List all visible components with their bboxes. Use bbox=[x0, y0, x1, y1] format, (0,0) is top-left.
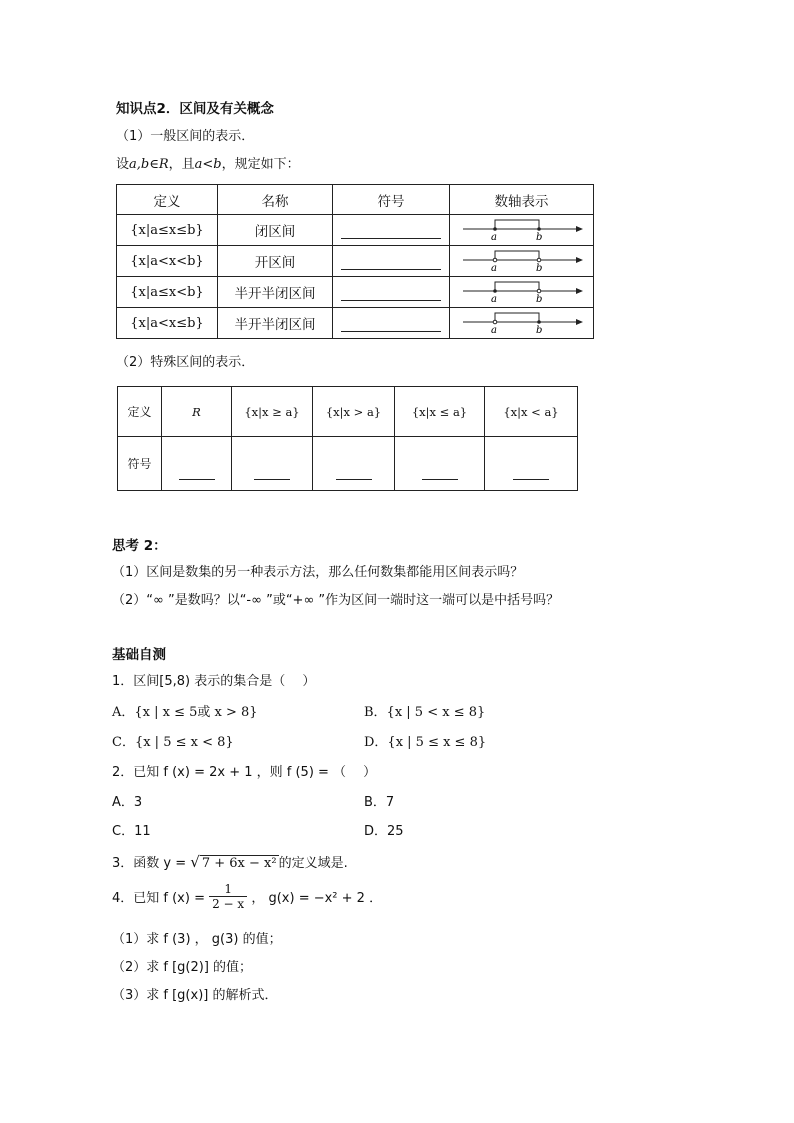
question-3-radicand: 7 + 6x − x² bbox=[201, 856, 277, 871]
row-number-line bbox=[450, 277, 594, 308]
fill-blank bbox=[341, 284, 441, 301]
question-2-stem: 2．已知 f (x) = 2x + 1 ，则 f (5) = （ ） bbox=[112, 765, 377, 780]
label-b: b bbox=[535, 232, 542, 241]
table-row bbox=[117, 215, 594, 246]
question-2-option-c: C．11 bbox=[112, 824, 151, 839]
header-name: 名称 bbox=[218, 185, 333, 215]
label-a: a bbox=[490, 325, 497, 334]
row-name: 半开半闭区间 bbox=[218, 308, 333, 339]
think-question-1: （1）区间是数集的另一种表示方法，那么任何数集都能用区间表示吗？ bbox=[112, 565, 524, 580]
table-row bbox=[117, 246, 594, 277]
question-1-option-b: B．{x | 5 < x ≤ 8} bbox=[364, 705, 486, 720]
arrow-icon bbox=[576, 226, 583, 232]
label-a: a bbox=[490, 232, 497, 241]
row-definition: {x|a<x≤b} bbox=[117, 308, 218, 339]
symbol-blank bbox=[162, 437, 232, 491]
header-symbol: 符号 bbox=[333, 185, 450, 215]
question-3 bbox=[112, 852, 348, 871]
table-header-row bbox=[117, 185, 594, 215]
premise-lead: 设 bbox=[116, 157, 130, 172]
fill-blank bbox=[179, 469, 215, 480]
row-name: 半开半闭区间 bbox=[218, 277, 333, 308]
question-4 bbox=[112, 882, 382, 911]
row-definition: {x|a≤x≤b} bbox=[117, 215, 218, 246]
question-4-sub-2: （2）求 f [g(2)] 的值； bbox=[112, 960, 253, 975]
table-row-definition bbox=[118, 387, 578, 437]
question-4-tail: ， g(x) = −x² + 2 ． bbox=[251, 891, 383, 906]
arrow-icon bbox=[576, 288, 583, 294]
question-1-option-c: C．{x | 5 ≤ x < 8} bbox=[112, 735, 234, 750]
row-number-line bbox=[450, 246, 594, 277]
special-interval-table bbox=[117, 386, 578, 491]
label-b: b bbox=[535, 263, 542, 272]
question-2-option-d: D．25 bbox=[364, 824, 404, 839]
number-line-diagram bbox=[457, 246, 587, 272]
row-definition: {x|a≤x<b} bbox=[117, 277, 218, 308]
row-number-line bbox=[450, 215, 594, 246]
number-line-diagram bbox=[457, 277, 587, 303]
question-3-tail: 的定义域是. bbox=[278, 856, 348, 871]
general-interval-table bbox=[116, 184, 594, 339]
premise-line bbox=[116, 153, 300, 172]
question-1-stem: 1．区间[5,8) 表示的集合是（ ） bbox=[112, 674, 316, 689]
fraction-denominator: 2 − x bbox=[212, 897, 245, 911]
question-1-option-a: A．{x | x ≤ 5或 x > 8} bbox=[112, 705, 258, 720]
col-real: R bbox=[162, 387, 232, 437]
row-name: 闭区间 bbox=[218, 215, 333, 246]
self-test-title: 基础自测 bbox=[112, 647, 166, 663]
symbol-blank bbox=[232, 437, 313, 491]
label-a: a bbox=[490, 263, 497, 272]
table-row bbox=[117, 308, 594, 339]
label-b: b bbox=[535, 294, 542, 303]
symbol-blank bbox=[485, 437, 578, 491]
fill-blank bbox=[341, 315, 441, 332]
col-x-le-a: {x|x ≤ a} bbox=[395, 387, 485, 437]
row-label-symbol: 符号 bbox=[118, 437, 162, 491]
header-definition: 定义 bbox=[117, 185, 218, 215]
fill-blank bbox=[254, 469, 290, 480]
col-x-lt-a: {x|x < a} bbox=[485, 387, 578, 437]
row-symbol-blank bbox=[333, 277, 450, 308]
number-line-diagram bbox=[457, 308, 587, 334]
row-symbol-blank bbox=[333, 308, 450, 339]
row-label-definition: 定义 bbox=[118, 387, 162, 437]
question-4-sub-3: （3）求 f [g(x)] 的解析式． bbox=[112, 988, 278, 1003]
question-4-sub-1: （1）求 f (3) ， g(3) 的值； bbox=[112, 932, 282, 947]
table-row bbox=[117, 277, 594, 308]
row-definition: {x|a<x<b} bbox=[117, 246, 218, 277]
label-a: a bbox=[490, 294, 497, 303]
premise-vars: a,b∈R bbox=[129, 157, 169, 172]
table-row-symbol bbox=[118, 437, 578, 491]
symbol-blank bbox=[313, 437, 395, 491]
subsection-special-interval: （2）特殊区间的表示． bbox=[116, 355, 255, 370]
think-question-2: （2）“∞ ”是数吗？以“-∞ ”或“+∞ ”作为区间一端时这一端可以是中括号吗？ bbox=[112, 593, 560, 608]
row-symbol-blank bbox=[333, 246, 450, 277]
number-line-diagram bbox=[457, 215, 587, 241]
subsection-general-interval: （1）一般区间的表示． bbox=[116, 129, 255, 144]
fill-blank bbox=[341, 222, 441, 239]
arrow-icon bbox=[576, 257, 583, 263]
premise-cond: a<b bbox=[194, 157, 222, 172]
header-number-line: 数轴表示 bbox=[450, 185, 594, 215]
sqrt-icon: √ bbox=[190, 853, 200, 871]
section-title: 知识点2．区间及有关概念 bbox=[116, 101, 274, 117]
arrow-icon bbox=[576, 319, 583, 325]
row-number-line bbox=[450, 308, 594, 339]
question-2-option-a: A．3 bbox=[112, 795, 143, 810]
fraction bbox=[209, 882, 247, 911]
col-x-gt-a: {x|x > a} bbox=[313, 387, 395, 437]
question-2-option-b: B．7 bbox=[364, 795, 395, 810]
col-x-ge-a: {x|x ≥ a} bbox=[232, 387, 313, 437]
fill-blank bbox=[336, 469, 372, 480]
think-title: 思考 2： bbox=[112, 538, 167, 554]
fill-blank bbox=[341, 253, 441, 270]
premise-tail: ，规定如下： bbox=[221, 157, 300, 172]
fraction-numerator: 1 bbox=[209, 882, 247, 897]
fill-blank bbox=[513, 469, 549, 480]
premise-mid: ，且 bbox=[168, 157, 195, 172]
fill-blank bbox=[422, 469, 458, 480]
row-name: 开区间 bbox=[218, 246, 333, 277]
symbol-blank bbox=[395, 437, 485, 491]
question-1-option-d: D．{x | 5 ≤ x ≤ 8} bbox=[364, 735, 487, 750]
question-4-lead: 4．已知 f (x) = bbox=[112, 891, 210, 906]
label-b: b bbox=[535, 325, 542, 334]
question-3-lead: 3．函数 y = bbox=[112, 856, 191, 871]
row-symbol-blank bbox=[333, 215, 450, 246]
